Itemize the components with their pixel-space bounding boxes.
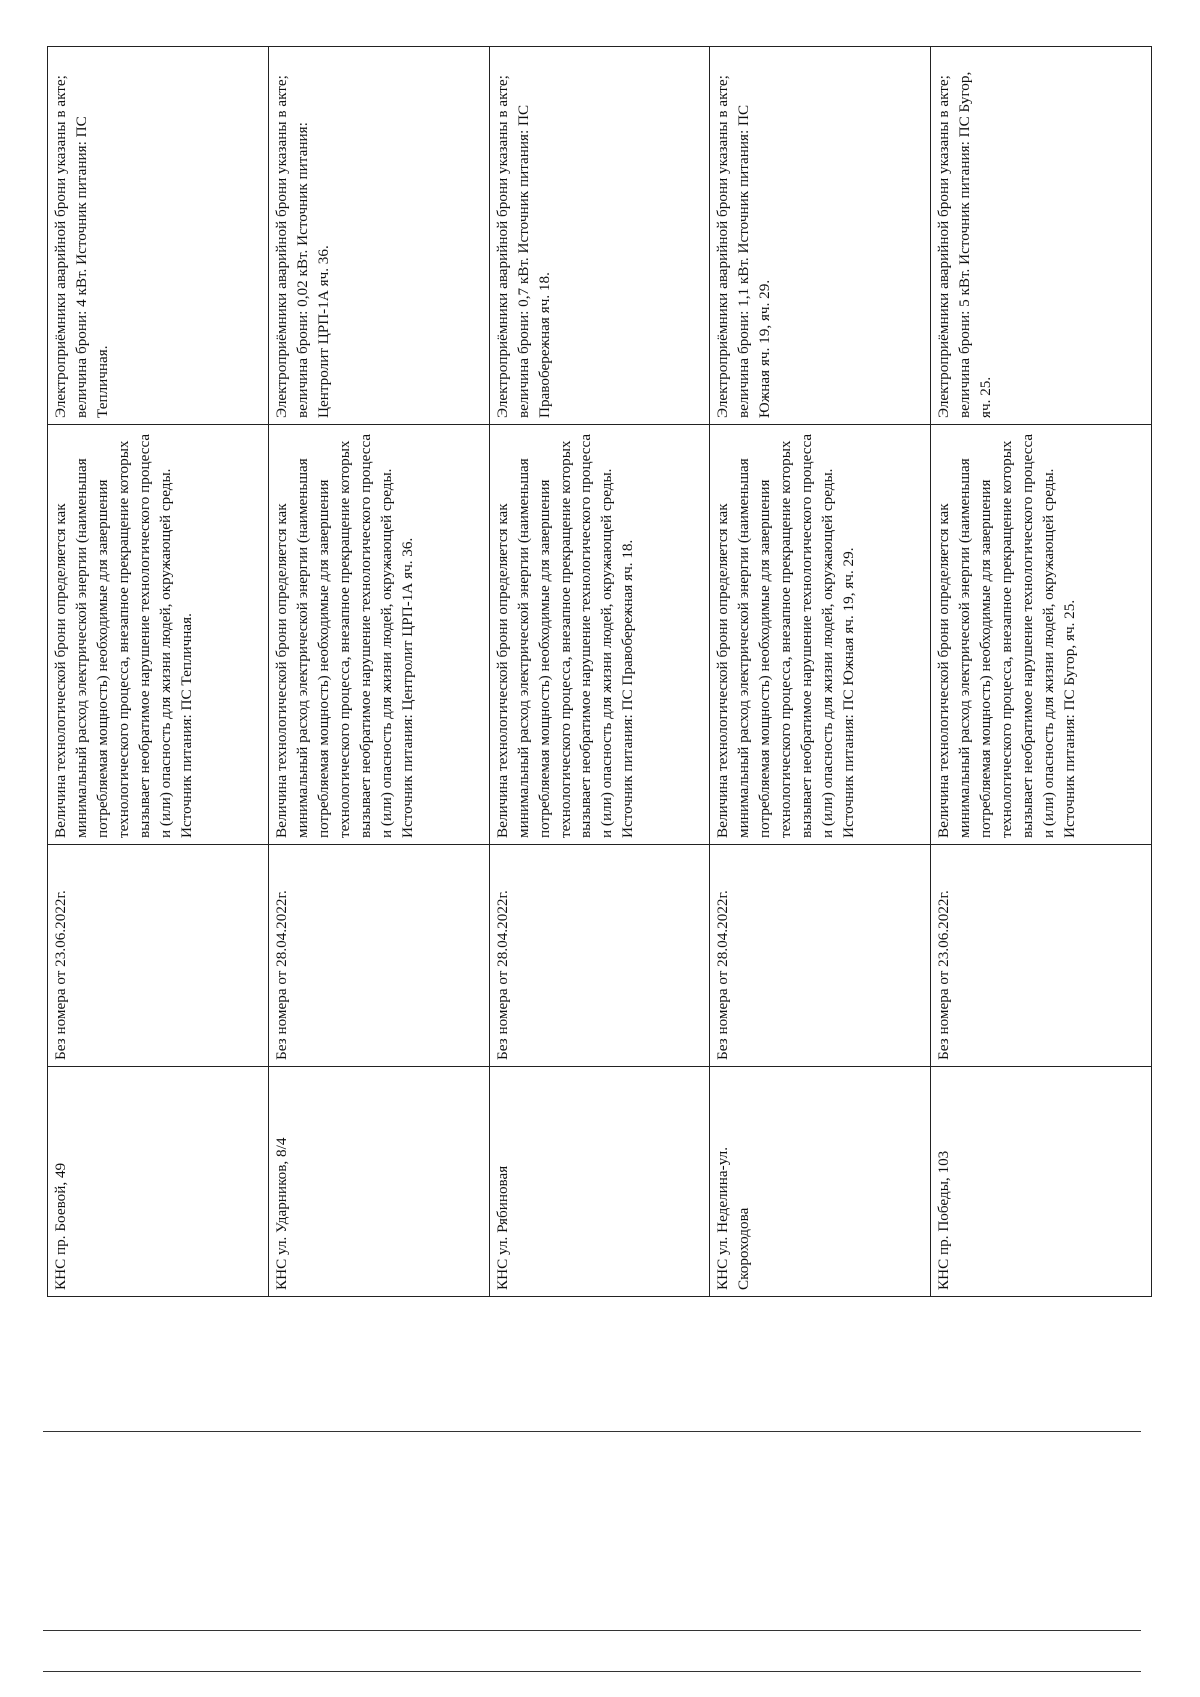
act-cell: Без номера от 23.06.2022г. (931, 845, 1152, 1067)
act-cell: Без номера от 28.04.2022г. (710, 845, 931, 1067)
technological-reserve-cell: Величина технологической брони определяется как минимальный расход электрической энергии (наименьшая потребляемая мощность) необходимые для завершения технологического процесса, внезапное прекращение которых вызывает необратимое нарушение технологического процесса и (или) опасность для жизни людей, окружающей среды. Источник питания: ПС Правобережная яч. 18. (489, 425, 710, 845)
horizontal-rule-divider (43, 1431, 1141, 1432)
act-cell: Без номера от 28.04.2022г. (268, 845, 489, 1067)
technological-reserve-cell: Величина технологической брони определяется как минимальный расход электрической энергии (наименьшая потребляемая мощность) необходимые для завершения технологического процесса, внезапное прекращение которых вызывает необратимое нарушение технологического процесса и (или) опасность для жизни людей, окружающей среды. Источник питания: Центролит ЦРП-1А яч. 36. (268, 425, 489, 845)
reservation-table (47, 46, 1152, 1297)
technological-reserve-cell: Величина технологической брони определяется как минимальный расход электрической энергии (наименьшая потребляемая мощность) необходимые для завершения технологического процесса, внезапное прекращение которых вызывает необратимое нарушение технологического процесса и (или) опасность для жизни людей, окружающей среды. Источник питания: ПС Южная яч. 19, яч. 29. (710, 425, 931, 845)
horizontal-rule-divider (43, 1630, 1141, 1631)
object-name-cell: КНС ул. Рябиновая (489, 1067, 710, 1297)
object-name-cell: КНС ул. Неделина-ул. Скороходова (710, 1067, 931, 1297)
act-cell: Без номера от 28.04.2022г. (489, 845, 710, 1067)
object-name-cell: КНС ул. Ударников, 8/4 (268, 1067, 489, 1297)
table-row (268, 47, 489, 1297)
technological-reserve-cell: Величина технологической брони определяется как минимальный расход электрической энергии (наименьшая потребляемая мощность) необходимые для завершения технологического процесса, внезапное прекращение которых вызывает необратимое нарушение технологического процесса и (или) опасность для жизни людей, окружающей среды. Источник питания: ПС Бугор, яч. 25. (931, 425, 1152, 845)
table-row (710, 47, 931, 1297)
object-name-cell: КНС пр. Боевой, 49 (48, 1067, 269, 1297)
table-row (931, 47, 1152, 1297)
emergency-reserve-cell: Электроприёмники аварийной брони указаны в акте; величина брони: 0,7 кВт. Источник питания: ПС Правобережная яч. 18. (489, 47, 710, 425)
object-name-cell: КНС пр. Победы, 103 (931, 1067, 1152, 1297)
technological-reserve-cell: Величина технологической брони определяется как минимальный расход электрической энергии (наименьшая потребляемая мощность) необходимые для завершения технологического процесса, внезапное прекращение которых вызывает необратимое нарушение технологического процесса и (или) опасность для жизни людей, окружающей среды. Источник питания: ПС Тепличная. (48, 425, 269, 845)
emergency-reserve-cell: Электроприёмники аварийной брони указаны в акте; величина брони: 0,02 кВт. Источник питания: Центролит ЦРП-1А яч. 36. (268, 47, 489, 425)
act-cell: Без номера от 23.06.2022г. (48, 845, 269, 1067)
emergency-reserve-cell: Электроприёмники аварийной брони указаны в акте; величина брони: 5 кВт. Источник питания: ПС Бугор, яч. 25. (931, 47, 1152, 425)
emergency-reserve-cell: Электроприёмники аварийной брони указаны в акте; величина брони: 4 кВт. Источник питания: ПС Тепличная. (48, 47, 269, 425)
emergency-reserve-cell: Электроприёмники аварийной брони указаны в акте; величина брони: 1,1 кВт. Источник питания: ПС Южная яч. 19, яч. 29. (710, 47, 931, 425)
table-row (489, 47, 710, 1297)
table-row (48, 47, 269, 1297)
rotated-table-page (47, 47, 1152, 1297)
horizontal-rule-divider (43, 1671, 1141, 1672)
